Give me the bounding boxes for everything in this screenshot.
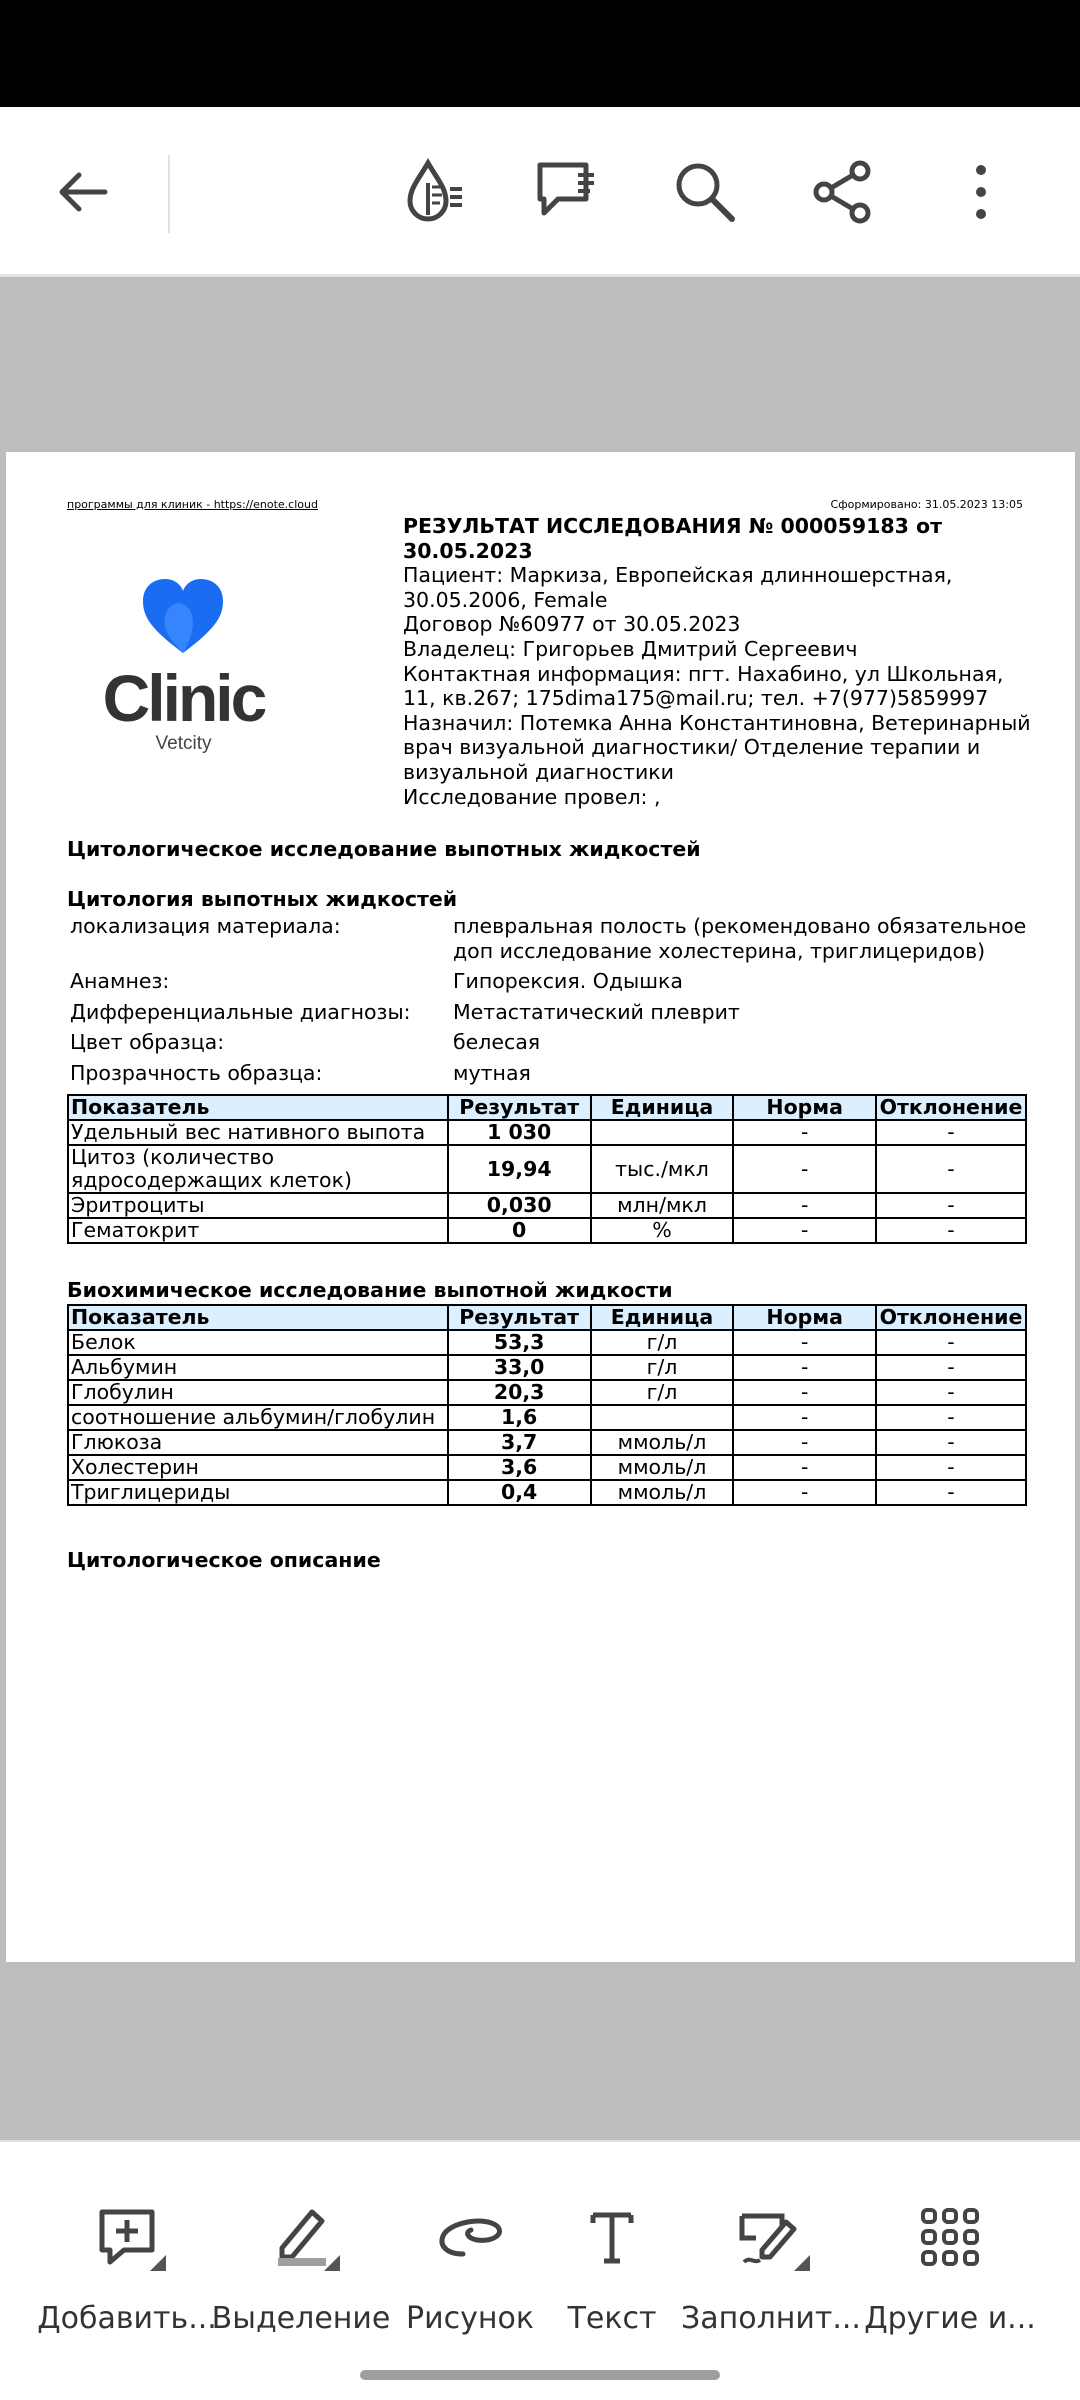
more-tools-icon — [920, 2207, 980, 2267]
status-bar — [0, 0, 1080, 107]
table-row — [68, 1480, 1026, 1505]
cell-name: Триглицериды — [68, 1480, 448, 1505]
table-row — [68, 1455, 1026, 1480]
cell-deviation: - — [876, 1480, 1026, 1505]
cell-result: 3,7 — [448, 1430, 591, 1455]
kv-row — [70, 914, 1030, 963]
table-row — [68, 1430, 1026, 1455]
cell-unit — [591, 1120, 734, 1145]
cell-norm: - — [733, 1405, 876, 1430]
cell-result: 1 030 — [448, 1120, 591, 1145]
info-line: 11, кв.267; 175dima175@mail.ru; тел. +7(977)5859997 — [403, 686, 989, 711]
add-comment-icon-wrap — [82, 2197, 172, 2277]
table-header-row — [68, 1095, 1026, 1120]
more-tools[interactable] — [865, 2197, 1035, 2336]
tool-label: Текст — [567, 2301, 657, 2336]
cell-result: 3,6 — [448, 1455, 591, 1480]
section-title: Цитологическое описание — [67, 1548, 381, 1572]
info-line: врач визуальной диагностики/ Отделение терапии и — [403, 735, 981, 760]
kv-value: белесая — [453, 1030, 541, 1055]
cell-name: соотношение альбумин/глобулин — [68, 1405, 448, 1430]
generated-date: Сформировано: 31.05.2023 13:05 — [830, 498, 1023, 511]
search-button[interactable] — [660, 147, 750, 237]
search-icon — [672, 159, 738, 225]
table-header-row — [68, 1305, 1026, 1330]
heart-logo-icon — [91, 577, 276, 657]
report-info — [403, 514, 1033, 809]
header-link[interactable]: программы для клиник - https://enote.cloud — [67, 498, 318, 511]
cell-norm: - — [733, 1218, 876, 1243]
kv-value: Метастатический плеврит — [453, 999, 740, 1024]
tool-label: Добавить... — [37, 2301, 217, 2336]
text-icon — [587, 2207, 637, 2267]
column-header: Отклонение — [876, 1305, 1026, 1330]
cell-name: Глюкоза — [68, 1430, 448, 1455]
cell-unit: ммоль/л — [591, 1480, 734, 1505]
expand-triangle-icon — [150, 2255, 166, 2271]
cell-unit: г/л — [591, 1330, 734, 1355]
toolbar-divider — [168, 155, 170, 233]
table-row — [68, 1218, 1026, 1243]
comments-icon — [532, 157, 602, 227]
add-comment-icon — [96, 2206, 158, 2268]
back-arrow-icon — [53, 162, 113, 222]
kv-key: Прозрачность образца: — [70, 1060, 323, 1085]
fill-sign-tool[interactable] — [681, 2197, 861, 2336]
table-row — [68, 1355, 1026, 1380]
text-tool[interactable] — [527, 2197, 697, 2336]
cell-norm: - — [733, 1380, 876, 1405]
info-line: Владелец: Григорьев Дмитрий Сергеевич — [403, 636, 858, 661]
cell-norm: - — [733, 1193, 876, 1218]
cell-unit: ммоль/л — [591, 1430, 734, 1455]
column-header: Единица — [591, 1095, 734, 1120]
cell-result: 19,94 — [448, 1145, 591, 1193]
cell-deviation: - — [876, 1193, 1026, 1218]
cell-name: Белок — [68, 1330, 448, 1355]
info-line: Исследование провел: , — [403, 784, 661, 809]
info-line: Договор №60977 от 30.05.2023 — [403, 612, 741, 637]
cell-norm: - — [733, 1120, 876, 1145]
more-tools-icon-wrap — [905, 2197, 995, 2277]
share-button[interactable] — [798, 147, 888, 237]
highlight-tool[interactable] — [211, 2197, 391, 2336]
kv-row — [70, 1061, 1030, 1086]
cell-unit: тыс./мкл — [591, 1145, 734, 1193]
tool-label: Рисунок — [406, 2301, 534, 2336]
cell-name: Холестерин — [68, 1455, 448, 1480]
table-row — [68, 1120, 1026, 1145]
top-toolbar — [0, 107, 1080, 277]
draw-icon — [435, 2212, 505, 2262]
cell-result: 0,4 — [448, 1480, 591, 1505]
column-header: Показатель — [68, 1305, 448, 1330]
kv-row — [70, 969, 1030, 994]
tool-label: Выделение — [211, 2301, 391, 2336]
share-icon — [810, 159, 876, 225]
kv-key: Цвет образца: — [70, 1030, 225, 1055]
tool-label: Другие и... — [864, 2301, 1036, 2336]
kv-row — [70, 1000, 1030, 1025]
info-line: Назначил: Потемка Анна Константиновна, Ветеринарный — [403, 710, 1031, 735]
expand-triangle-icon — [324, 2255, 340, 2271]
cell-result: 0,030 — [448, 1193, 591, 1218]
cell-result: 1,6 — [448, 1405, 591, 1430]
cell-deviation: - — [876, 1380, 1026, 1405]
kv-value: мутная — [453, 1060, 531, 1085]
cell-unit — [591, 1405, 734, 1430]
reading-mode-icon — [398, 157, 468, 227]
more-button[interactable] — [936, 147, 1026, 237]
cell-result: 0 — [448, 1218, 591, 1243]
cell-deviation: - — [876, 1120, 1026, 1145]
back-button[interactable] — [38, 147, 128, 237]
cell-unit: г/л — [591, 1380, 734, 1405]
column-header: Результат — [448, 1095, 591, 1120]
cell-unit: ммоль/л — [591, 1455, 734, 1480]
table-row — [68, 1193, 1026, 1218]
kv-row — [70, 1030, 1030, 1055]
cell-result: 53,3 — [448, 1330, 591, 1355]
cell-name: Удельный вес нативного выпота — [68, 1120, 448, 1145]
biochemistry-table — [67, 1304, 1027, 1506]
kv-key: локализация материала: — [70, 914, 341, 938]
info-line: Контактная информация: пгт. Нахабино, ул Школьная, — [403, 661, 1004, 686]
add-comment-tool[interactable] — [37, 2197, 217, 2336]
highlight-icon-wrap — [256, 2197, 346, 2277]
material-info — [70, 914, 1030, 1092]
cell-unit: млн/мкл — [591, 1193, 734, 1218]
logo-word: Clinic — [102, 661, 265, 735]
kv-value: Гипорексия. Одышка — [453, 969, 683, 994]
document-page[interactable] — [6, 452, 1075, 1962]
fill-sign-icon-wrap — [726, 2197, 816, 2277]
column-header: Единица — [591, 1305, 734, 1330]
cell-deviation: - — [876, 1145, 1026, 1193]
cytology-table — [67, 1094, 1027, 1244]
cell-unit: % — [591, 1218, 734, 1243]
cell-deviation: - — [876, 1218, 1026, 1243]
cell-deviation: - — [876, 1355, 1026, 1380]
cell-norm: - — [733, 1145, 876, 1193]
kv-key: Дифференциальные диагнозы: — [70, 999, 411, 1024]
table-row — [68, 1405, 1026, 1430]
cell-name: Эритроциты — [68, 1193, 448, 1218]
section-title: Цитологическое исследование выпотных жидкостей — [67, 837, 701, 861]
clinic-logo — [91, 577, 276, 755]
cell-deviation: - — [876, 1405, 1026, 1430]
cell-norm: - — [733, 1355, 876, 1380]
section-title: Цитология выпотных жидкостей — [67, 887, 458, 911]
section-title: Биохимическое исследование выпотной жидкости — [67, 1278, 673, 1302]
report-title: РЕЗУЛЬТАТ ИССЛЕДОВАНИЯ № 000059183 от — [403, 514, 942, 538]
table-row — [68, 1380, 1026, 1405]
column-header: Отклонение — [876, 1095, 1026, 1120]
cell-deviation: - — [876, 1330, 1026, 1355]
logo-subtitle: Vetcity — [155, 733, 212, 754]
draw-icon-wrap — [425, 2197, 515, 2277]
text-icon-wrap — [567, 2197, 657, 2277]
cell-norm: - — [733, 1480, 876, 1505]
cell-norm: - — [733, 1430, 876, 1455]
cell-name: Цитоз (количество ядросодержащих клеток) — [68, 1145, 448, 1193]
more-icon — [971, 162, 991, 222]
cell-name: Гематокрит — [68, 1218, 448, 1243]
column-header: Норма — [733, 1305, 876, 1330]
info-line: Пациент: Маркиза, Европейская длинношерстная, — [403, 563, 953, 588]
report-title-date: 30.05.2023 — [403, 538, 533, 563]
tool-label: Заполнит... — [681, 2301, 861, 2336]
column-header: Норма — [733, 1095, 876, 1120]
cell-result: 20,3 — [448, 1380, 591, 1405]
table-row — [68, 1330, 1026, 1355]
column-header: Результат — [448, 1305, 591, 1330]
cell-name: Альбумин — [68, 1355, 448, 1380]
cell-norm: - — [733, 1455, 876, 1480]
reading-mode-button[interactable] — [388, 147, 478, 237]
cell-name: Глобулин — [68, 1380, 448, 1405]
bottom-toolbar — [0, 2140, 1080, 2400]
expand-triangle-icon — [794, 2255, 810, 2271]
home-indicator[interactable] — [360, 2370, 720, 2380]
comments-button[interactable] — [522, 147, 612, 237]
cell-norm: - — [733, 1330, 876, 1355]
column-header: Показатель — [68, 1095, 448, 1120]
info-line: визуальной диагностики — [403, 759, 674, 784]
cell-unit: г/л — [591, 1355, 734, 1380]
kv-value: плевральная полость (рекомендовано обязательное доп исследование холестерина, триглицеридов) — [453, 914, 1027, 963]
info-line: 30.05.2006, Female — [403, 587, 608, 612]
table-row — [68, 1145, 1026, 1193]
cell-deviation: - — [876, 1455, 1026, 1480]
cell-result: 33,0 — [448, 1355, 591, 1380]
cell-deviation: - — [876, 1430, 1026, 1455]
kv-key: Анамнез: — [70, 969, 170, 994]
